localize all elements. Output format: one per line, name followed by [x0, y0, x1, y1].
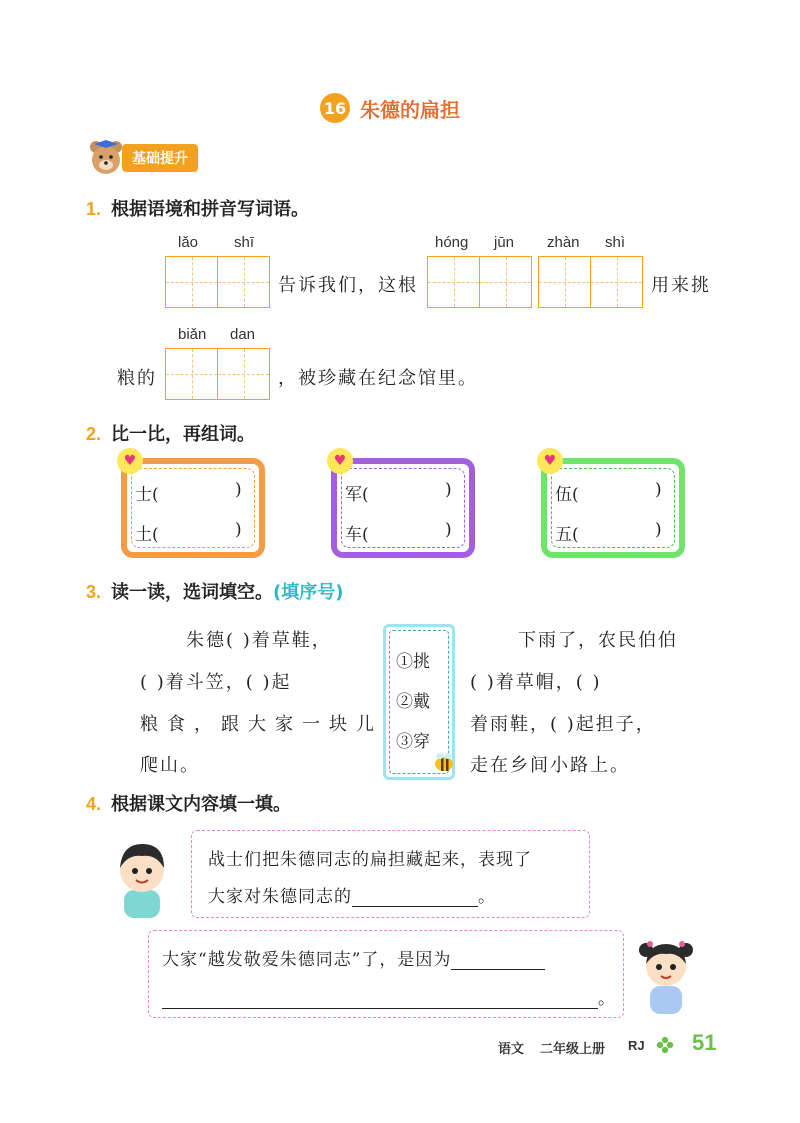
answer-blank[interactable] — [451, 951, 545, 970]
passage-line: 爬山。 — [140, 755, 200, 776]
pinyin: shì — [605, 234, 626, 251]
question-text: 根据语境和拼音写词语。 — [111, 199, 310, 220]
clover-icon — [656, 1036, 674, 1054]
passage-line: 下雨了，农民伯伯 — [518, 630, 678, 651]
compare-box-3 — [541, 458, 685, 558]
sentence-text: 粮的 — [117, 368, 157, 389]
question-number: 4. — [86, 794, 102, 814]
section-header — [86, 138, 198, 178]
pinyin: zhàn — [547, 234, 580, 251]
compare-word: 伍( — [555, 485, 579, 505]
bubble-text: 大家“越发敬爱朱德同志”了，是因为 — [162, 950, 452, 970]
question-text: 比一比，再组词。 — [111, 424, 256, 445]
question-3-heading — [86, 578, 343, 604]
compare-box-2 — [331, 458, 475, 558]
grid-cell[interactable] — [479, 257, 531, 307]
pinyin: lǎo — [178, 234, 199, 251]
answer-blank[interactable] — [352, 888, 478, 907]
bubble-text-line2 — [162, 984, 616, 1009]
bear-mascot-icon — [86, 138, 126, 178]
word-option: ②戴 — [396, 692, 430, 712]
sentence-text: 用来挑 — [651, 275, 711, 296]
bubble-text: 战士们把朱德同志的扁担藏起来，表现了 — [208, 850, 532, 870]
bubble-text-line1 — [162, 945, 545, 970]
writing-grid-hongjun[interactable] — [427, 256, 532, 308]
grid-cell[interactable] — [217, 349, 269, 399]
heart-icon: ♥ — [537, 448, 563, 474]
pinyin: jūn — [494, 234, 515, 251]
word-option: ③穿 — [396, 732, 430, 752]
page-number: 51 — [692, 1030, 717, 1055]
compare-word: 车( — [345, 525, 369, 545]
writing-grid-laoshi[interactable] — [165, 256, 270, 308]
grid-cell[interactable] — [166, 349, 217, 399]
bubble-text: 。 — [478, 887, 496, 907]
question-text: 根据课文内容填一填。 — [111, 794, 292, 815]
compare-word: 五( — [555, 525, 579, 545]
grid-cell[interactable] — [428, 257, 479, 307]
grid-cell[interactable] — [166, 257, 217, 307]
bubble-text: 。 — [598, 989, 616, 1009]
boy-avatar-icon — [110, 838, 174, 920]
heart-icon: ♥ — [327, 448, 353, 474]
paren-close: ) — [445, 520, 452, 540]
compare-box-1 — [121, 458, 265, 558]
sentence-text: 告诉我们，这根 — [278, 275, 418, 296]
footer-edition: RJ — [628, 1038, 645, 1053]
pinyin: hóng — [435, 234, 469, 251]
compare-word: 土( — [135, 525, 159, 545]
grid-cell[interactable] — [217, 257, 269, 307]
compare-word: 军( — [345, 485, 369, 505]
paren-close: ) — [655, 480, 662, 500]
question-2-heading — [86, 420, 255, 446]
lesson-title: 朱德的扁担 — [360, 97, 460, 122]
question-text: 读一读，选词填空。 — [111, 582, 274, 603]
word-option: ①挑 — [396, 652, 430, 672]
passage-line: 粮食，跟大家一块儿 — [140, 714, 383, 735]
writing-grid-zhanshi[interactable] — [538, 256, 643, 308]
pinyin: biǎn — [178, 326, 207, 343]
passage-line: 着雨鞋，( )起担子， — [470, 714, 656, 735]
bee-icon — [430, 748, 458, 776]
bubble-text-line2 — [208, 882, 496, 907]
passage-line: 朱德( )着草鞋， — [186, 630, 332, 651]
heart-icon: ♥ — [117, 448, 143, 474]
lesson-title-bar — [320, 92, 460, 124]
passage-line: ( )着斗笠，( )起 — [140, 672, 292, 693]
passage-line: 走在乡间小路上。 — [470, 755, 630, 776]
bubble-text: 大家对朱德同志的 — [208, 887, 352, 907]
pinyin: shī — [234, 234, 255, 251]
answer-blank[interactable] — [162, 990, 598, 1009]
question-number: 2. — [86, 424, 102, 444]
paren-close: ) — [235, 520, 242, 540]
question-number: 1. — [86, 199, 102, 219]
pinyin: dan — [230, 326, 256, 343]
paren-close: ) — [445, 480, 452, 500]
question-hint: (填序号) — [273, 582, 344, 603]
question-1-heading — [86, 195, 309, 221]
footer-grade: 二年级上册 — [540, 1041, 606, 1056]
grid-cell[interactable] — [539, 257, 590, 307]
lesson-number: 16 — [320, 93, 350, 123]
sentence-text: ，被珍藏在纪念馆里。 — [278, 368, 478, 389]
girl-avatar-icon — [636, 932, 696, 1016]
paren-close: ) — [235, 480, 242, 500]
footer-subject: 语文 — [498, 1041, 525, 1056]
question-4-heading — [86, 790, 291, 816]
question-number: 3. — [86, 582, 102, 602]
passage-line: ( )着草帽，( ) — [470, 672, 602, 693]
section-badge: 基础提升 — [122, 144, 198, 172]
grid-cell[interactable] — [590, 257, 642, 307]
paren-close: ) — [655, 520, 662, 540]
compare-word: 士( — [135, 485, 159, 505]
writing-grid-biandan[interactable] — [165, 348, 270, 400]
